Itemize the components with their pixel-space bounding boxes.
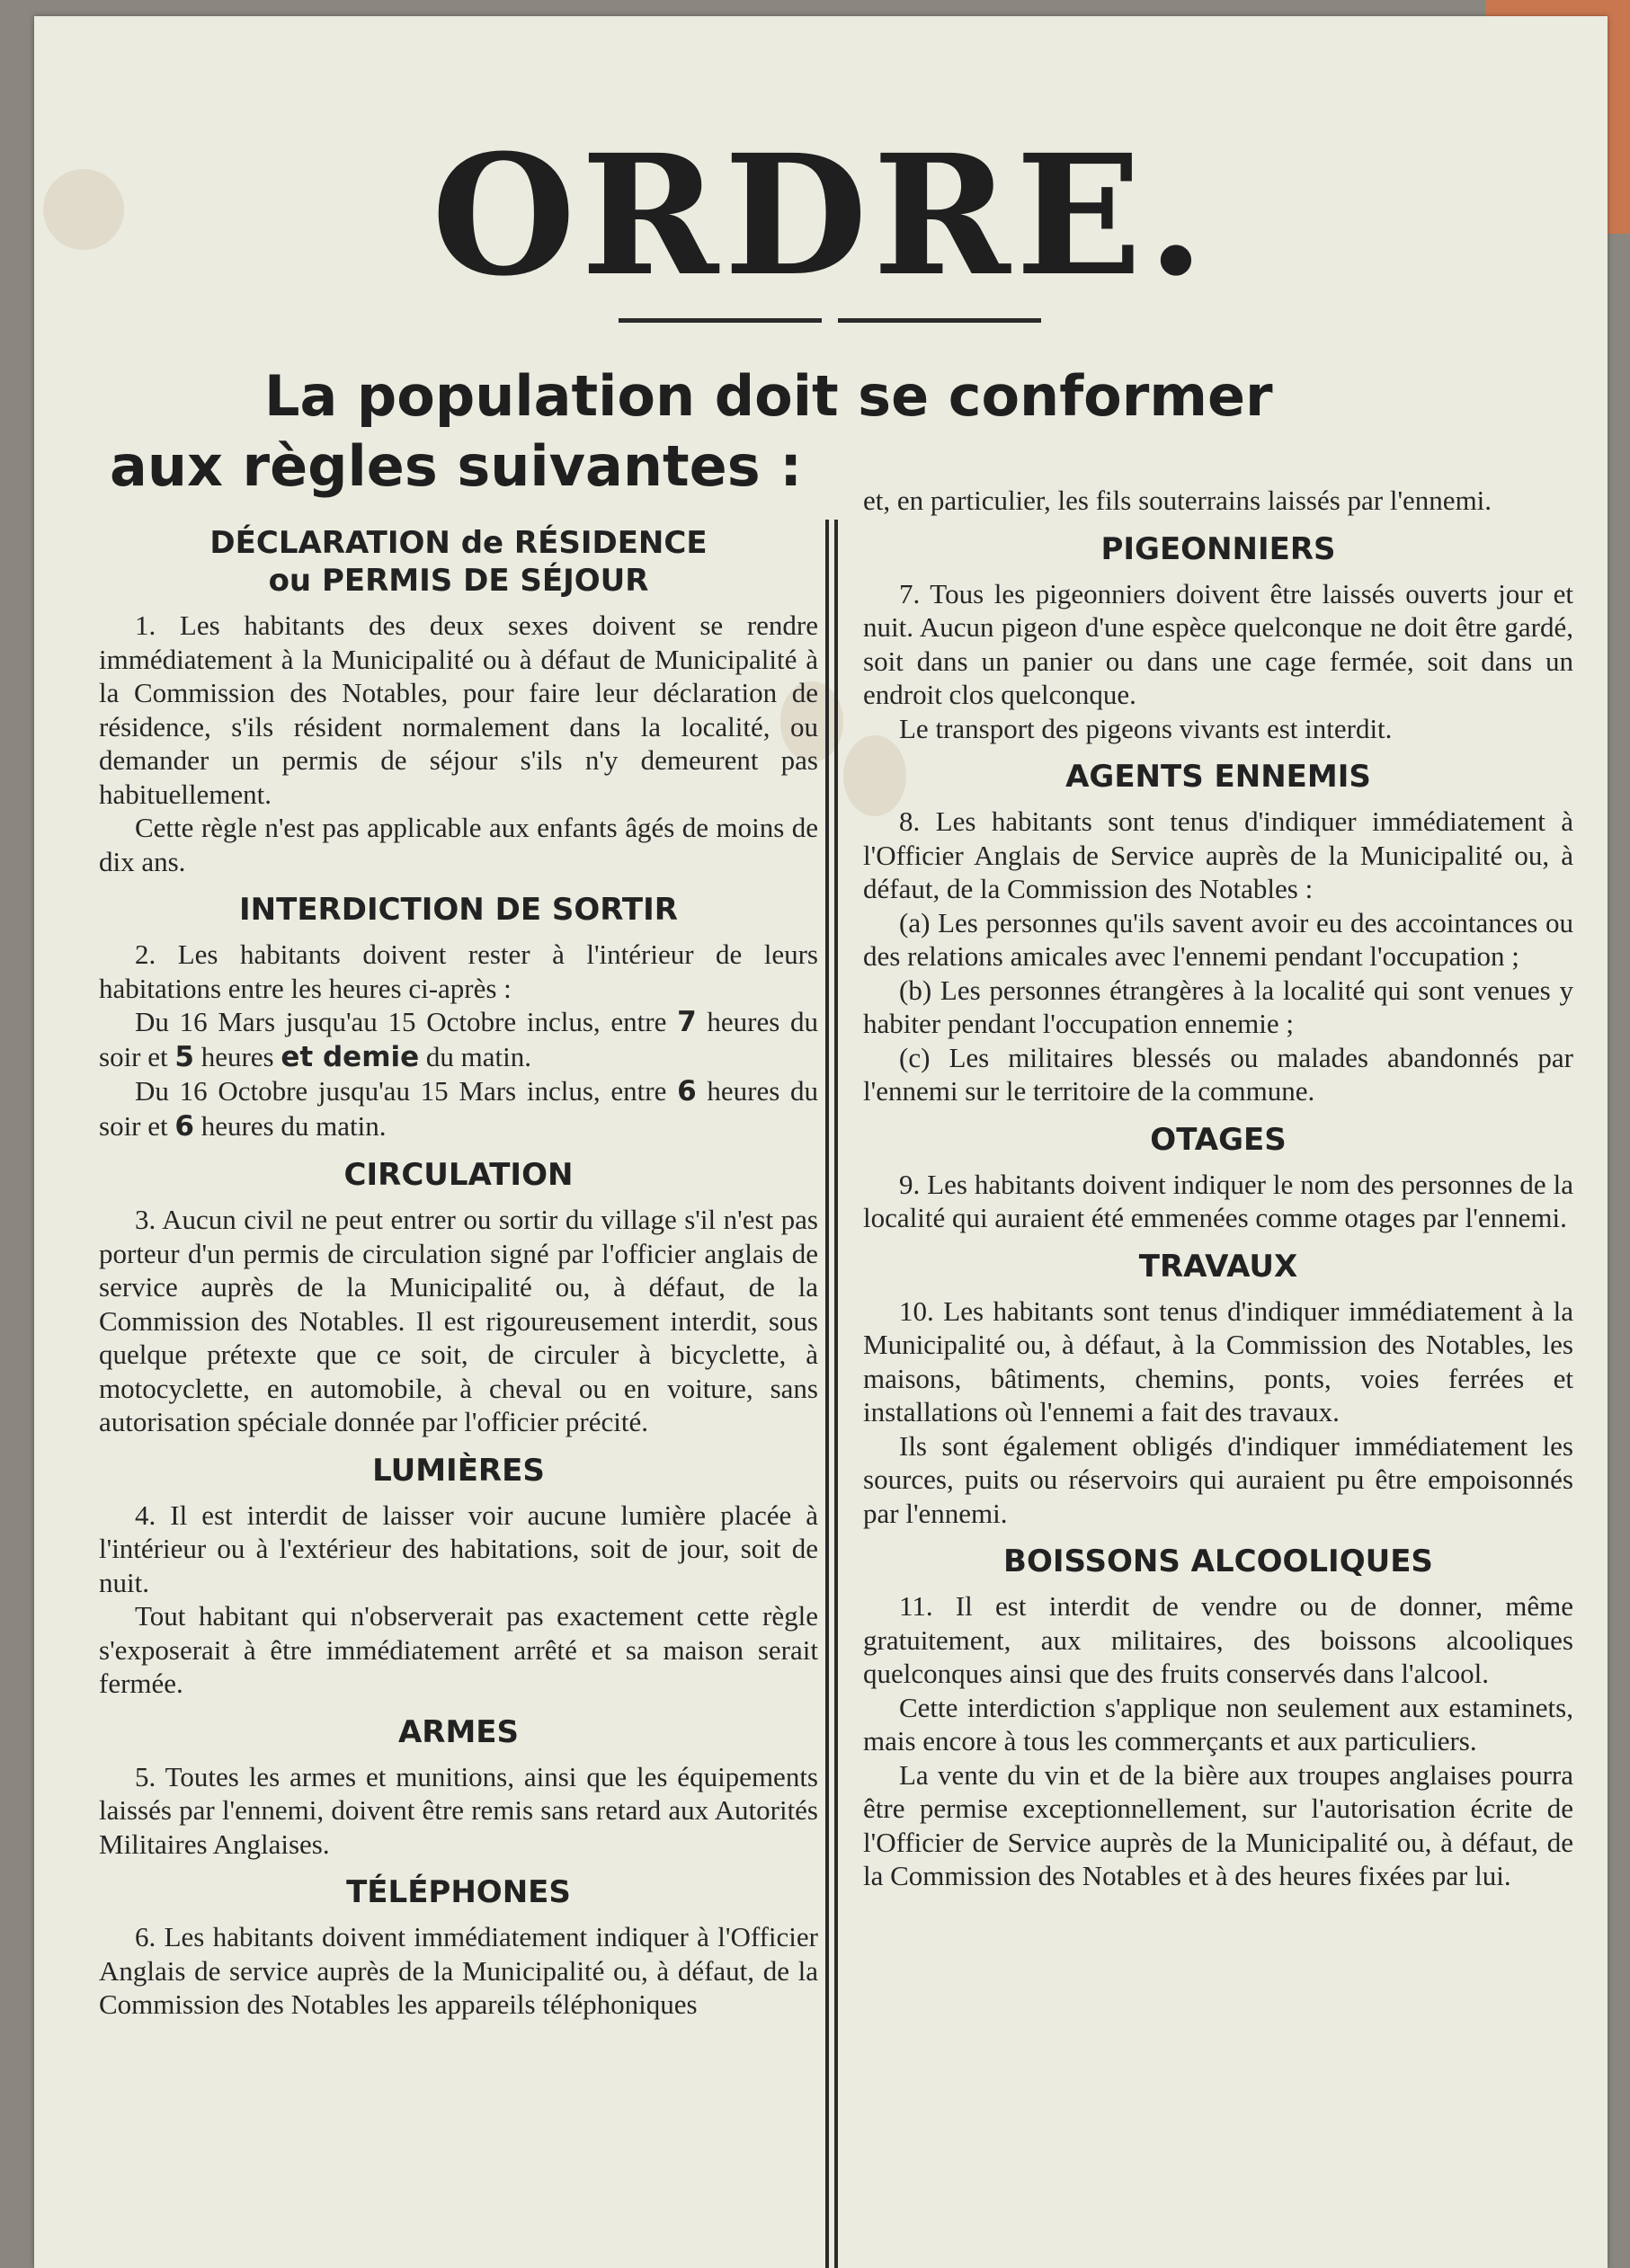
section-heading-hostages: OTAGES [1150,1121,1287,1158]
paragraph: Le transport des pigeons vivants est interdit. [899,712,1393,744]
list-item: (c) Les militaires blessés ou malades abandonnés par l'ennemi sur le territoire de la commune. [863,1041,1573,1107]
text: heures [193,1040,281,1072]
heading-line: ou PERMIS DE SÉJOUR [268,563,649,599]
paragraph: 2. Les habitants doivent rester à l'intérieur de leurs habitations entre les heures ci-après : [99,938,818,1004]
subtitle-line-1: La population doit se conformer [264,363,1273,429]
paragraph: 7. Tous les pigeonniers doivent être laissés ouverts jour et nuit. Aucun pigeon d'une espèce quelconque ne doit être gardé, soit dans un panier ou dans une cage fermée, soit dans un endroit clos quelconque. [863,577,1573,710]
section-heading-weapons: ARMES [397,1713,520,1750]
poster-sheet [34,16,1608,2268]
subtitle [110,361,1584,502]
section-heading-telephones: TÉLÉPHONES [346,1874,571,1910]
paragraph: 1. Les habitants des deux sexes doivent se rendre immédiatement à la Municipalité ou à défaut de Municipalité à la Commission des Notables, pour faire leur déclaration de résidence, s'ils résident normalement dans la localité, ou demander un permis de séjour s'ils n'y demeurent pas habituellement. [99,609,818,810]
paragraph: 9. Les habitants doivent indiquer le nom des personnes de la localité qui auraient été emmenées comme otages par l'ennemi. [863,1168,1573,1233]
section-heading-lights: LUMIÈRES [372,1452,545,1489]
heading-line: DÉCLARATION de RÉSIDENCE [209,525,708,561]
hour: 7 [677,1006,697,1038]
paragraph: Cette règle n'est pas applicable aux enfants âgés de moins de dix ans. [99,812,818,877]
paragraph: et, en particulier, les fils souterrains laissés par l'ennemi. [863,485,1492,516]
section-heading-pigeons: PIGEONNIERS [1100,530,1336,567]
paragraph: 4. Il est interdit de laisser voir aucune lumière placée à l'intérieur ou à l'extérieur des habitations, soit de jour, soit de nuit. [99,1499,818,1598]
list-item: (a) Les personnes qu'ils savent avoir eu des accointances ou des relations amicales avec l'ennemi pendant l'occupation ; [863,906,1573,972]
page-title: ORDRE. [432,119,1210,313]
text: heures du matin. [193,1109,387,1142]
paragraph: Cette interdiction s'applique non seulement aux estaminets, mais encore à tous les commerçants et aux particuliers. [863,1691,1573,1757]
right-column [863,484,1573,1893]
paragraph: 8. Les habitants sont tenus d'indiquer immédiatement à l'Officier Anglais de Service auprès de la Municipalité ou, à défaut, de la Commission des Notables : [863,805,1573,904]
text: du matin. [419,1040,532,1072]
paragraph: 11. Il est interdit de vendre ou de donner, même gratuitement, aux militaires, des boissons alcooliques quelconques ainsi que des fruits conservés dans l'alcool. [863,1590,1573,1689]
section-heading-circulation: CIRCULATION [343,1157,574,1193]
section-heading-residence [99,524,818,600]
paragraph: 10. Les habitants sont tenus d'indiquer immédiatement à la Municipalité ou, à défaut, à la Commission des Notables, les maisons, bâtiments, chemins, ponts, voies ferrées et installations où l'ennemi a fait des travaux. [863,1294,1573,1428]
list-item: (b) Les personnes étrangères à la localité qui sont venues y habiter pendant l'occupation ennemie ; [863,974,1573,1039]
section-heading-alcohol: BOISSONS ALCOOLIQUES [1003,1543,1433,1579]
paragraph: 5. Toutes les armes et munitions, ainsi que les équipements laissés par l'ennemi, doivent être remis sans retard aux Autorités Militaires Anglaises. [99,1760,818,1860]
subtitle-line-2: aux règles suivantes : [110,433,803,499]
section-heading-enemy-agents: AGENTS ENNEMIS [1065,759,1371,795]
text: Du 16 Mars jusqu'au 15 Octobre inclus, entre [135,1006,678,1037]
section-heading-works: TRAVAUX [1138,1248,1298,1285]
text: heures du soir et [99,1075,819,1142]
hour: 6 [174,1109,194,1143]
section-heading-curfew: INTERDICTION DE SORTIR [239,892,678,928]
text: Du 16 Octobre jusqu'au 15 Mars inclus, entre [135,1075,678,1107]
paragraph-hours-summer [99,1005,818,1074]
title-rule [619,318,1041,323]
paragraph-hours-winter [99,1074,818,1143]
hour: 5 [174,1040,194,1073]
column-divider [825,520,838,2268]
text-bold: et demie [281,1040,420,1073]
paragraph: Tout habitant qui n'observerait pas exactement cette règle s'exposerait à être immédiatement arrêté et sa maison serait fermée. [99,1600,818,1699]
text: heures du soir et [99,1006,819,1072]
hour: 6 [677,1075,697,1107]
paragraph: La vente du vin et de la bière aux troupes anglaises pourra être permise exceptionnellement, sur l'autorisation écrite de l'Officier de Service auprès de la Municipalité ou, à défaut, de la Commission des Notables et à des heures fixées par lui. [863,1758,1573,1891]
paragraph: 3. Aucun civil ne peut entrer ou sortir du village s'il n'est pas porteur d'un permis de circulation signé par l'officier anglais de service auprès de la Municipalité ou, à défaut, de la Commission des Notables. Il est rigoureusement interdit, sous quelque prétexte que ce soit, de circuler à bicyclette, à motocyclette, en automobile, à cheval ou en voiture, sans autorisation spéciale donnée par l'officier précité. [99,1204,818,1437]
paragraph: Ils sont également obligés d'indiquer immédiatement les sources, puits ou réservoirs qui auraient pu être empoisonnés par l'ennemi. [863,1429,1573,1529]
paragraph: 6. Les habitants doivent immédiatement indiquer à l'Officier Anglais de service auprès de la Municipalité ou, à défaut, de la Commission des Notables les appareils téléphoniques [99,1921,818,2020]
left-column [99,524,818,2022]
